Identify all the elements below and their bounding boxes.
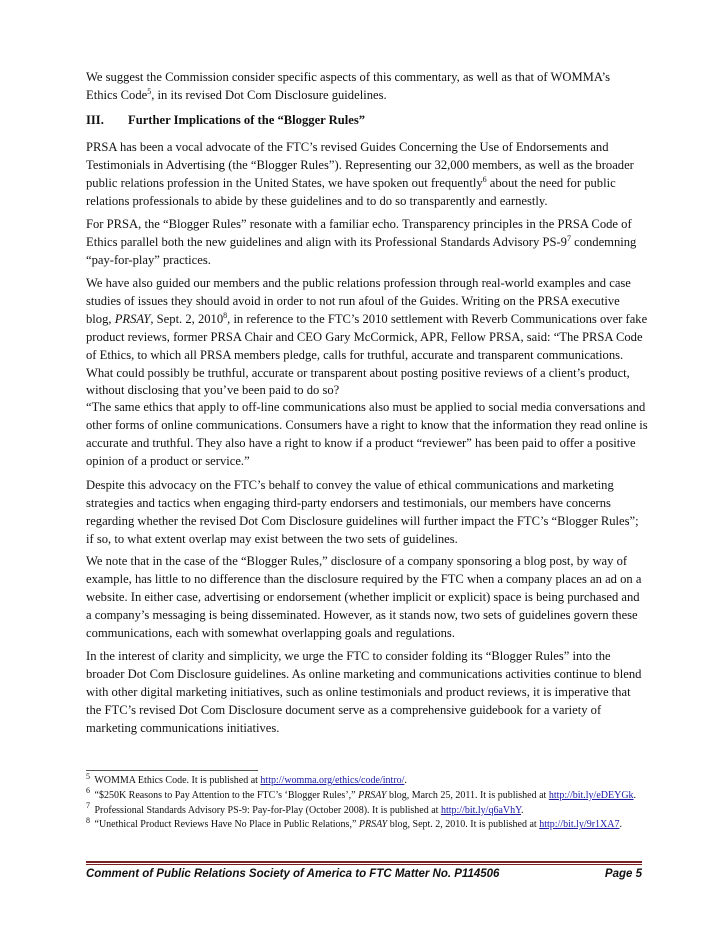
- footnotes: [86, 771, 648, 833]
- footnote-8: $^8$ “Unethical Product Reviews Have No Place in Public Relations,” PRSAY blog, Sept. 2, 2010. It is published at http://bit.ly/9r1XA7.: [86, 816, 622, 831]
- footer-rule-thick: [86, 861, 642, 863]
- footer-title: Comment of Public Relations Society of America to FTC Matter No. P114506: [86, 868, 500, 880]
- page-number: Page 5: [604, 868, 642, 880]
- paragraph-familiar-echo: For PRSA, the “Blogger Rules” resonate with a familiar echo. Transparency principles in the PRSA Code of Ethics parallel both the new guidelines and align with its Professional Standards Advisory $PS-9^7$ condemning “pay-for-play” practices.: [86, 217, 637, 267]
- page-footer: [86, 868, 642, 880]
- section-title: Further Implications of the “Blogger Rules”: [128, 113, 366, 127]
- section-number: III.: [86, 113, 104, 127]
- footer-rule-thin: [86, 864, 642, 865]
- footnote-5: $^5$ WOMMA Ethics Code. It is published at http://womma.org/ethics/code/intro/.: [86, 771, 407, 786]
- paragraph-advocacy: PRSA has been a vocal advocate of the FTC’s revised Guides Concerning the Use of Endorsements and Testimonials in Advertising (the “Blogger Rules”). Representing our 32,000 members, as well as the broader public relations profession in the United States, we have spoken out frequently$^6$ about the need for public relations professionals to abide by these guidelines and to do so transparently and earnestly.: [86, 140, 634, 208]
- paragraph-concerns: Despite this advocacy on the FTC’s behalf to convey the value of ethical communications and marketing strategies and tactics when engaging third-party endorsers and testimonials, our members have concerns regarding whether the revised Dot Com Disclosure guidelines will further impact the FTC’s “Blogger Rules”; if so, to what extent overlap may exist between the two sets of guidelines.: [86, 478, 639, 546]
- paragraph-recommendation: In the interest of clarity and simplicity, we urge the FTC to consider folding its “Blogger Rules” into the broader Dot Com Disclosure guidelines. As online marketing and communications activities continue to blend with other digital marketing initiatives, such as online testimonials and product reviews, it is imperative that the FTC’s revised Dot Com Disclosure document serve as a comprehensive guidebook for a variety of marketing communications initiatives.: [86, 649, 642, 735]
- footnote-8-link[interactable]: http://bit.ly/9r1XA7: [539, 819, 620, 831]
- paragraph-guidance: We have also guided our members and the public relations profession through real-world examples and case studies of issues they should avoid in order to not run afoul of the Guides. Writing on the PRSA executive blog, PRSAY, Sept. 2, 2010$^8$, in reference to the FTC’s 2010 settlement with Reverb Communications over fake product reviews, former PRSA Chair and CEO Gary McCormick, APR, Fellow PRSA, said: “The PRSA Code of Ethics, to which all PRSA members pledge, calls for truthful, accurate and transparent communications. What could possibly be truthful, accurate or transparent about posting positive reviews of a client’s product, without disclosing that you’ve been paid to do so?: [86, 276, 648, 398]
- footnote-7-link[interactable]: http://bit.ly/q6aVhY: [440, 804, 522, 816]
- footnote-6: $^6$ “$250K Reasons to Pay Attention to the FTC’s ‘Blogger Rules’,” PRSAY blog, March 25, 2011. It is published at http://bit.ly/eDEYGk.: [86, 786, 637, 801]
- section-heading: [86, 111, 646, 129]
- intro-paragraph: We suggest the Commission consider specific aspects of this commentary, as well as that of WOMMA’s Ethics Code$^5$, in its revised Dot Com Disclosure guidelines.: [86, 70, 610, 102]
- paragraph-disclosure-comparison: We note that in the case of the “Blogger Rules,” disclosure of a company sponsoring a blog post, by way of example, has little to no difference than the disclosure required by the FTC when a company places an ad on a website. In either case, advertising or endorsement (whether implicit or explicit) space is being purchased and a company’s messaging is being disseminated. However, as it stands now, two sets of guidelines govern these communications, each with somewhat overlapping goals and regulations.: [86, 554, 642, 640]
- footnote-5-link[interactable]: http://womma.org/ethics/code/intro/: [260, 775, 405, 786]
- footnote-7: $^7$ Professional Standards Advisory PS-9: Pay-for-Play (October 2008). It is published at http://bit.ly/q6aVhY.: [86, 801, 524, 816]
- footnote-separator: [86, 770, 258, 771]
- paragraph-quote: “The same ethics that apply to off-line communications also must be applied to social media conversations and other forms of online communications. Consumers have a right to know that the information they read online is accurate and truthful. They also have a right to know if a product “reviewer” has been paid to offer a positive opinion of a product or service.”: [86, 400, 648, 468]
- footnote-6-link[interactable]: http://bit.ly/eDEYGk: [548, 789, 634, 801]
